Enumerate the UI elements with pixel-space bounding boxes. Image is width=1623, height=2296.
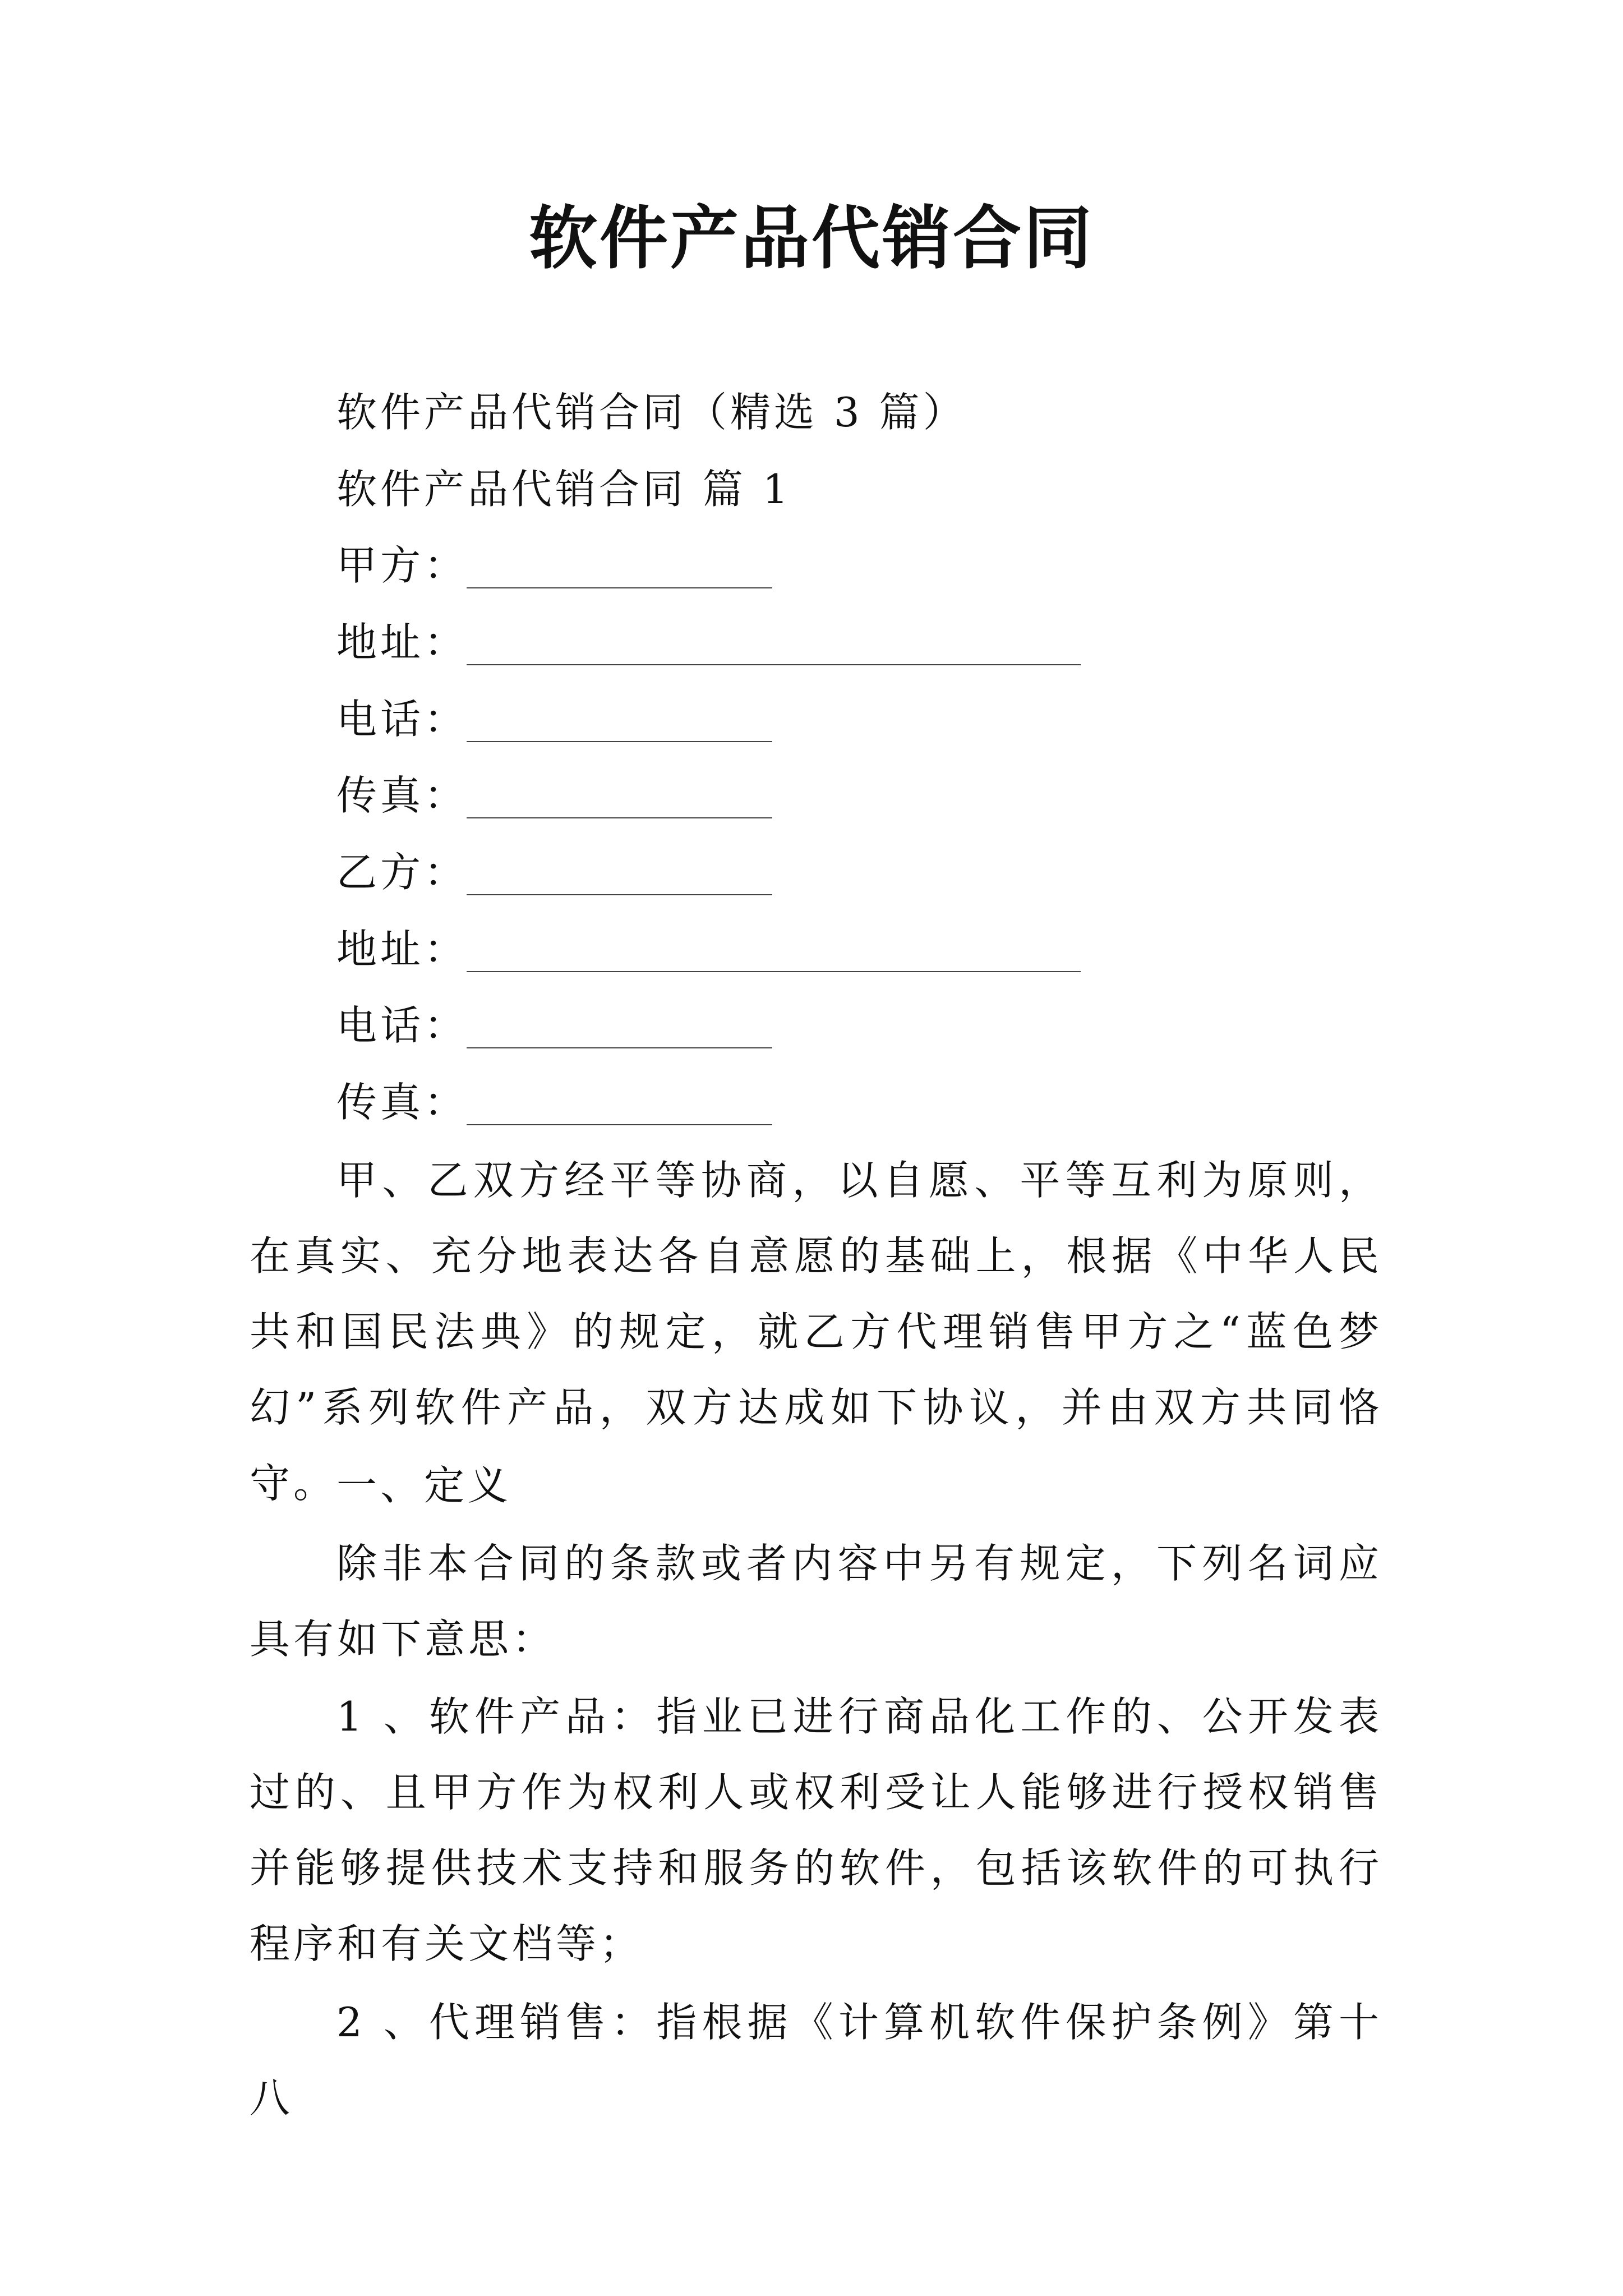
party-b-phone-label: 电话： <box>336 1002 468 1049</box>
party-a-address-field <box>336 617 468 668</box>
party-a-phone-label: 电话： <box>336 696 468 743</box>
party-b-phone-blank <box>467 1047 772 1048</box>
document-title: 软件产品代销合同 <box>529 199 1094 278</box>
party-b-address-field <box>336 924 468 974</box>
party-b-name-field <box>336 847 468 898</box>
party-b-address-label: 地址： <box>336 926 468 973</box>
party-b-phone-field <box>336 1000 468 1051</box>
document-subtitle: 软件产品代销合同（精选 3 篇） <box>336 389 967 436</box>
definition-2-paragraph: 2 、代理销售：指根据《计算机软件保护条例》第十八 <box>250 1999 1382 2122</box>
party-a-phone-blank <box>467 741 772 742</box>
party-a-fax-field <box>336 770 468 821</box>
party-a-name-blank <box>467 587 772 588</box>
party-a-name-label: 甲方： <box>336 542 468 589</box>
party-a-fax-blank <box>467 817 772 818</box>
party-a-phone-field <box>336 694 468 744</box>
party-a-name-field <box>336 540 468 591</box>
party-b-fax-label: 传真： <box>336 1079 468 1126</box>
party-a-address-label: 地址： <box>336 619 468 666</box>
party-a-address-blank <box>467 664 1081 665</box>
preamble-paragraph: 甲、乙双方经平等协商，以自愿、平等互利为原则，在真实、充分地表达各自意愿的基础上，根据《中华人民共和国民法典》的规定，就乙方代理销售甲方之“蓝色梦幻”系列软件产品，双方达成如下协议，并由双方共同恪守。 <box>250 1157 1382 1507</box>
party-a-fax-label: 传真： <box>336 772 468 819</box>
section-heading: 软件产品代销合同 篇 1 <box>336 466 792 513</box>
party-b-address-blank <box>467 971 1081 972</box>
party-b-fax-field <box>336 1077 468 1128</box>
party-b-name-blank <box>467 894 772 895</box>
clause-1-heading: 一、定义 <box>336 1462 512 1509</box>
definition-1-paragraph: 1 、软件产品：指业已进行商品化工作的、公开发表过的、且甲方作为权利人或权利受让人能够进行授权销售并能够提供技术支持和服务的软件，包括该软件的可执行程序和有关文档等； <box>250 1693 1382 1967</box>
clause-1-intro-paragraph: 除非本合同的条款或者内容中另有规定，下列名词应具有如下意思： <box>250 1540 1382 1663</box>
party-b-fax-blank <box>467 1124 772 1125</box>
party-b-name-label: 乙方： <box>336 849 468 896</box>
